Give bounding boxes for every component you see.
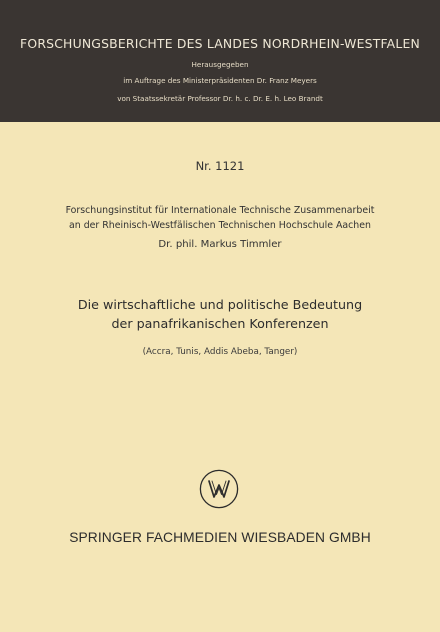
book-title-line-2: der panafrikanischen Konferenzen [111, 316, 329, 331]
report-number: Nr. 1121 [195, 159, 245, 173]
institute-line-2: an der Rheinisch-Westfälischen Technischen Hochschule Aachen [69, 220, 371, 231]
series-header [0, 0, 440, 122]
book-title-line-1: Die wirtschaftliche und politische Bedeutung [77, 297, 363, 312]
editor-line: im Auftrage des Ministerpräsidenten Dr. Franz Meyers [123, 76, 317, 85]
editor-line-2: von Staatssekretär Professor Dr. h. c. Dr. E. h. Leo Brandt [117, 94, 323, 103]
publisher-name: SPRINGER FACHMEDIEN WIESBADEN GMBH [69, 530, 371, 545]
editor-label: Herausgegeben [191, 60, 249, 69]
author-name: Dr. phil. Markus Timmler [158, 239, 282, 250]
series-title: FORSCHUNGSBERICHTE DES LANDES NORDRHEIN-WESTFALEN [20, 36, 420, 51]
book-subtitle: (Accra, Tunis, Addis Abeba, Tanger) [142, 347, 298, 357]
publisher-logo-icon [199, 469, 239, 509]
institute-line-1: Forschungsinstitut für Internationale Technische Zusammenarbeit [65, 205, 375, 216]
